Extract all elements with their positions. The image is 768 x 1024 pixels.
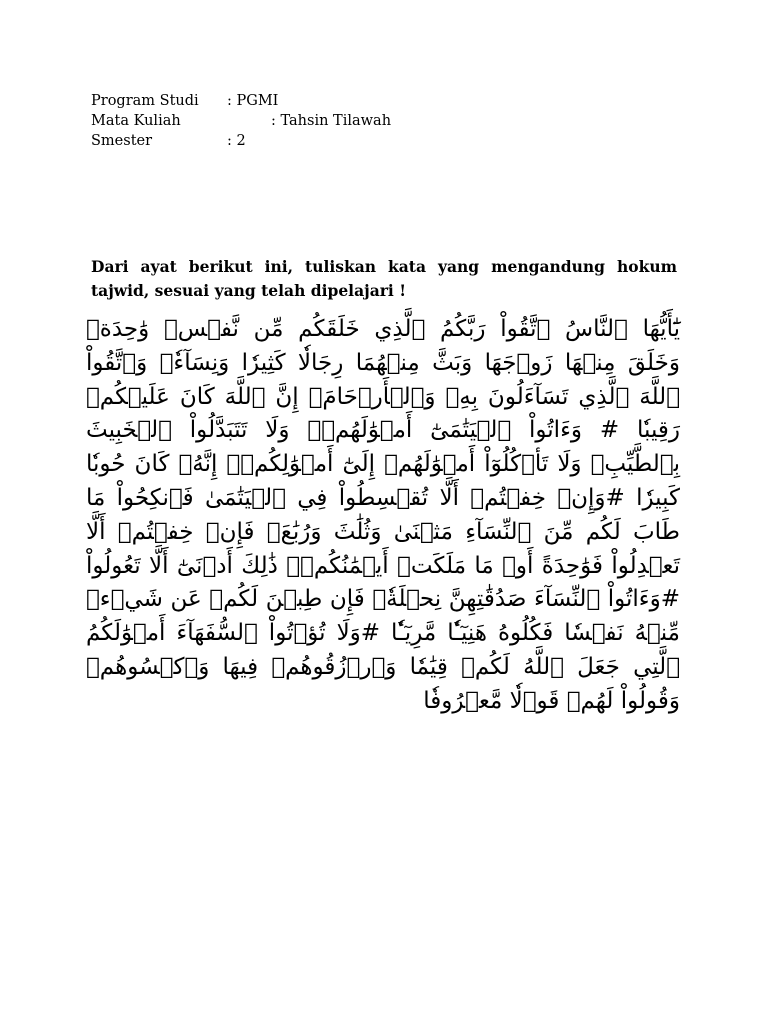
semester-label: Smester: [91, 133, 153, 149]
instruction-text: Dari ayat berikut ini, tuliskan kata yang mengandung hokum tajwid, sesuai yang telah dipelajari !: [91, 256, 677, 300]
program-studi-value: : PGMI: [227, 93, 279, 109]
semester-value: : 2: [227, 133, 246, 149]
program-studi-row: [91, 91, 491, 111]
mata-kuliah-row: [91, 111, 491, 131]
program-studi-label: Program Studi: [91, 93, 199, 109]
semester-row: [91, 131, 491, 151]
mata-kuliah-value: : Tahsin Tilawah: [271, 113, 392, 129]
mata-kuliah-label: Mata Kuliah: [91, 113, 181, 129]
arabic-verse-text: يَٰٓأَيُّهَا ٱلنَّاسُ ٱتَّقُواْ رَبَّكُمُ ٱلَّذِي خَلَقَكُم مِّن نَّفۡسٖ وَٰحِدَةٖ وَخَلَقَ مِنۡهَا زَوۡجَهَا وَبَثَّ مِنۡهُمَا رِجَالٗا كَثِيرٗا وَنِسَآءٗۚ وَٱتَّقُواْ ٱللَّهَ ٱلَّذِي تَسَآءَلُونَ بِهِۦ وَٱلۡأَرۡحَامَۚ إِنَّ ٱللَّهَ كَانَ عَلَيۡكُمۡ رَقِيبٗا # وَءَاتُواْ ٱلۡيَتَٰمَىٰٓ أَمۡوَٰلَهُمۡۖ وَلَا تَتَبَدَّلُواْ ٱلۡخَبِيثَ بِٱلطَّيِّبِۖ وَلَا تَأۡكُلُوٓاْ أَمۡوَٰلَهُمۡ إِلَىٰٓ أَمۡوَٰلِكُمۡۚ إِنَّهُۥ كَانَ حُوبٗا كَبِيرٗا #وَإِنۡ خِفۡتُمۡ أَلَّا تُقۡسِطُواْ فِي ٱلۡيَتَٰمَىٰ فَٱنكِحُواْ مَا طَابَ لَكُم مِّنَ ٱلنِّسَآءِ مَثۡنَىٰ وَثُلَٰثَ وَرُبَٰعَۖ فَإِنۡ خِفۡتُمۡ أَلَّا تَعۡدِلُواْ فَوَٰحِدَةً أَوۡ مَا مَلَكَتۡ أَيۡمَٰنُكُمۡۚ ذَٰلِكَ أَدۡنَىٰٓ أَلَّا تَعُولُواْ #وَءَاتُواْ ٱلنِّسَآءَ صَدُقَٰتِهِنَّ نِحۡلَةٗۚ فَإِن طِبۡنَ لَكُمۡ عَن شَيۡءٖ مِّنۡهُ نَفۡسٗا فَكُلُوهُ هَنِيٓـٔٗا مَّرِيٓـٔٗا #وَلَا تُؤۡتُواْ ٱلسُّفَهَآءَ أَمۡوَٰلَكُمُ ٱلَّتِي جَعَلَ ٱللَّهُ لَكُمۡ قِيَٰمٗا وَٱرۡزُقُوهُمۡ فِيهَا وَٱكۡسُوهُمۡ وَقُولُواْ لَهُمۡ قَوۡلٗا مَّعۡرُوفٗا: [86, 316, 680, 714]
course-info: [91, 91, 491, 151]
